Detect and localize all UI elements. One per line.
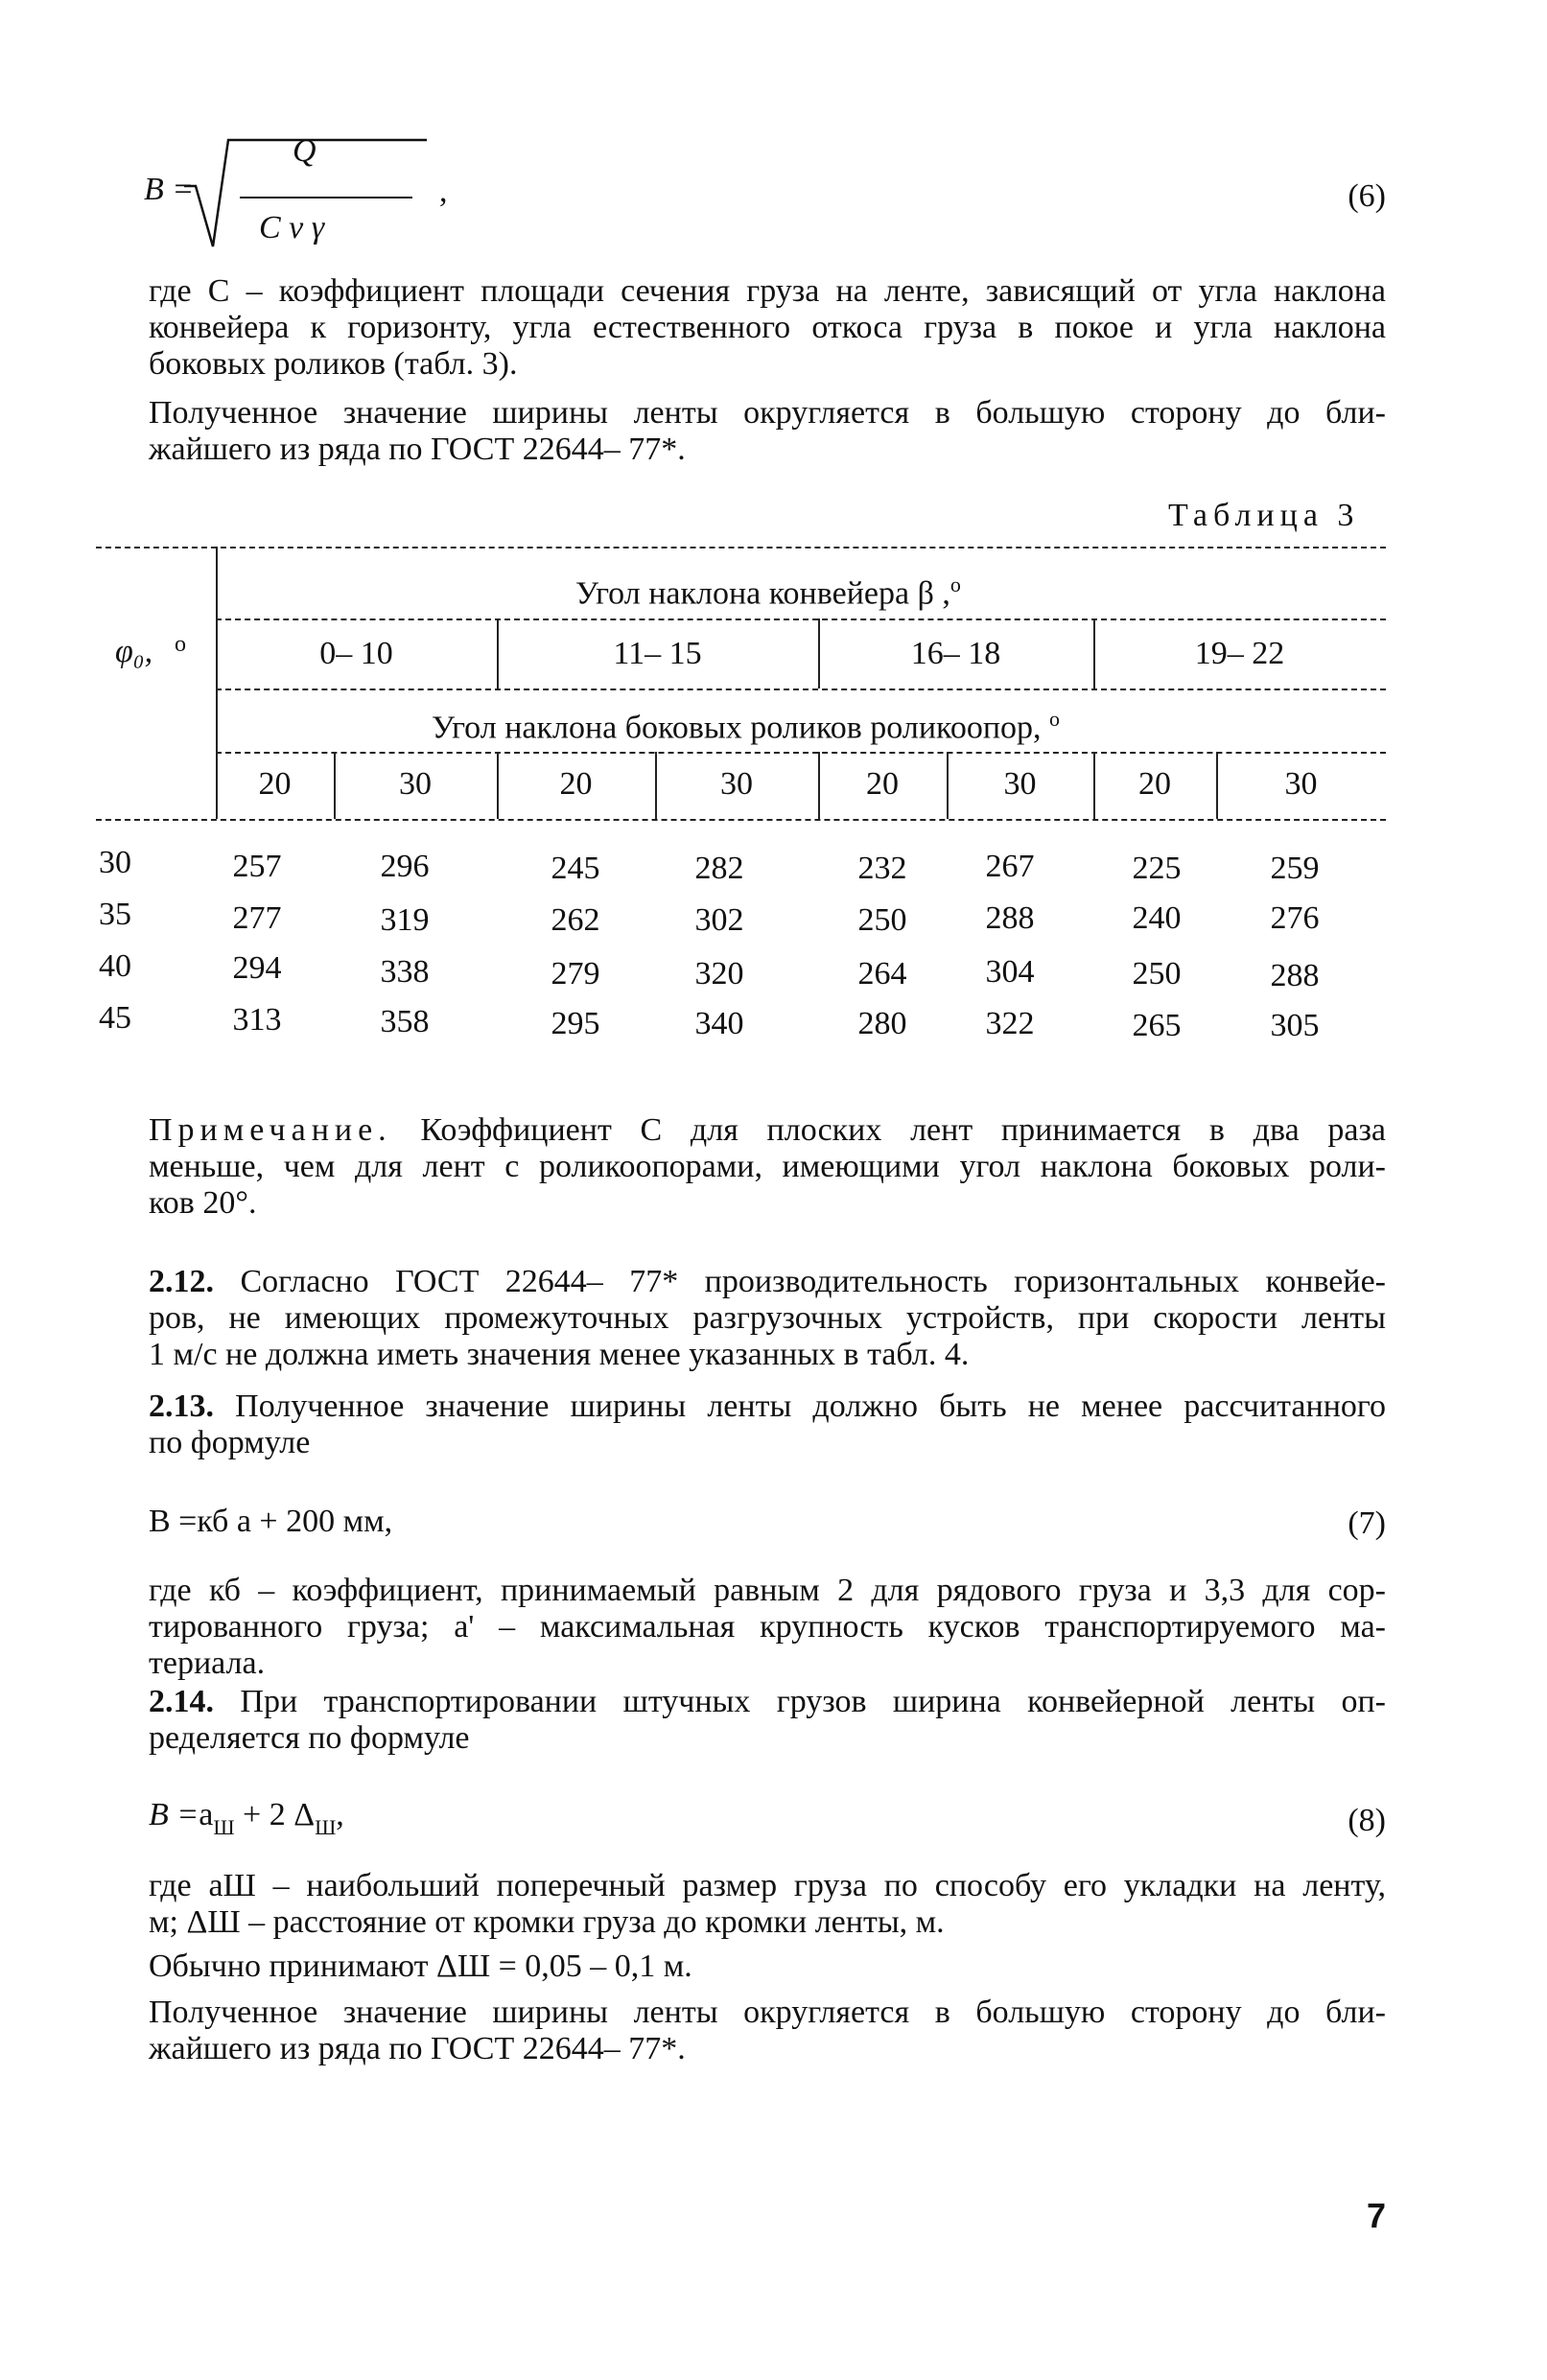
table-cell: 296 xyxy=(380,849,430,884)
table-cell: 259 xyxy=(1270,851,1320,886)
formula-7: B =кб a + 200 мм, xyxy=(149,1504,393,1539)
beta-header-text: Угол наклона конвейера β , xyxy=(575,575,950,612)
paragraph-aw xyxy=(149,1868,1386,1941)
table-cell: 320 xyxy=(694,956,744,992)
table-cell: 294 xyxy=(232,950,282,986)
note-text: Коэффициент C для плоских лент принимается в два раза xyxy=(420,1112,1387,1148)
note-line: меньше, чем для лент с роликоопорами, имеющими угол наклона боковых роли- xyxy=(149,1149,1386,1184)
table-rule xyxy=(216,618,1386,620)
section-text: Согласно ГОСТ 22644– 77* производительность горизонтальных конвейе- xyxy=(240,1264,1386,1299)
roller-angle: 30 xyxy=(1284,766,1318,802)
roller-degree: о xyxy=(1049,707,1061,731)
roller-header xyxy=(432,700,1060,747)
roller-angle: 30 xyxy=(1003,766,1037,802)
text-line xyxy=(149,1264,1386,1300)
table-cell: 288 xyxy=(985,900,1035,936)
table-rule xyxy=(216,752,1386,754)
equation-number-6: (6) xyxy=(1348,178,1386,214)
text-line: териала. xyxy=(149,1645,266,1681)
paragraph-kb xyxy=(149,1573,1386,1682)
paragraph-coefficient-c xyxy=(149,273,1386,383)
text-line: где кб – коэффициент, принимаемый равным 2 для рядового груза и 3,3 для сор- xyxy=(149,1573,1386,1608)
text-line: ров, не имеющих промежуточных разгрузочных устройств, при скорости ленты xyxy=(149,1300,1386,1336)
phi-value: 30 xyxy=(99,845,131,880)
text-line: боковых роликов (табл. 3). xyxy=(149,346,518,382)
table-cell: 279 xyxy=(551,956,600,992)
text-line: где C – коэффициент площади сечения груза на ленте, зависящий от угла наклона xyxy=(149,273,1386,309)
phi-value: 45 xyxy=(99,1000,131,1036)
table-cell: 250 xyxy=(1132,956,1182,992)
formula-8-delta: Δ xyxy=(293,1797,316,1832)
roller-angle: 30 xyxy=(399,766,432,802)
formula-6-comma: , xyxy=(439,174,448,209)
section-2-12 xyxy=(149,1264,1386,1373)
phi-value: 35 xyxy=(99,897,131,932)
beta-range: 19– 22 xyxy=(1194,636,1285,671)
text-line: тированного груза; a' – максимальная крупность кусков транспортируемого ма- xyxy=(149,1609,1386,1645)
table-rule-top xyxy=(96,547,1386,548)
table-cell: 276 xyxy=(1270,900,1320,936)
text-line: где aШ – наибольший поперечный размер груза по способу его укладки на ленту, xyxy=(149,1868,1386,1903)
formula-8-comma: , xyxy=(336,1797,344,1832)
roller-angle: 30 xyxy=(720,766,753,802)
table-cell: 340 xyxy=(694,1006,744,1041)
formula-8-a: a xyxy=(199,1797,214,1832)
text-line: Полученное значение ширины ленты округляется в большую сторону до бли- xyxy=(149,1995,1386,2030)
table-cell: 280 xyxy=(857,1006,907,1041)
table-cell: 322 xyxy=(985,1006,1035,1041)
table-cell: 225 xyxy=(1132,851,1182,886)
section-text: При транспортировании штучных грузов ширина конвейерной ленты оп- xyxy=(240,1684,1387,1719)
formula-8-lhs: B = xyxy=(149,1797,199,1832)
table-note xyxy=(149,1112,1386,1222)
page-number: 7 xyxy=(1366,2196,1386,2235)
table-3 xyxy=(96,547,1386,1045)
beta-range: 0– 10 xyxy=(319,636,393,671)
formula-6-lhs: B = xyxy=(144,172,195,207)
roller-angle: 20 xyxy=(559,766,593,802)
section-2-13 xyxy=(149,1388,1386,1461)
roller-angle: 20 xyxy=(258,766,292,802)
table-cell: 264 xyxy=(857,956,907,992)
beta-range: 11– 15 xyxy=(613,636,702,671)
text-line xyxy=(149,1388,1386,1425)
text-line: жайшего из ряда по ГОСТ 22644– 77*. xyxy=(149,2031,686,2066)
text-line: по формуле xyxy=(149,1425,311,1460)
table-cell: 302 xyxy=(694,902,744,938)
paragraph-rounding-2 xyxy=(149,1995,1386,2067)
table-cell: 250 xyxy=(857,902,907,938)
roller-angle: 20 xyxy=(1138,766,1171,802)
table-cell: 304 xyxy=(985,954,1035,990)
table-cell: 265 xyxy=(1132,1008,1182,1043)
table-cell: 257 xyxy=(232,849,282,884)
table-cell: 277 xyxy=(232,900,282,936)
table-cell: 245 xyxy=(551,851,600,886)
table-rule-header-bottom xyxy=(96,819,1386,821)
equation-number-7: (7) xyxy=(1348,1505,1386,1541)
note-line: ков 20°. xyxy=(149,1185,257,1221)
section-2-14 xyxy=(149,1684,1386,1757)
table-cell: 232 xyxy=(857,851,907,886)
table-cell: 295 xyxy=(551,1006,600,1041)
roller-angle: 20 xyxy=(866,766,899,802)
note-label: Примечание. xyxy=(149,1112,392,1148)
formula-6-denominator: C v γ xyxy=(259,210,325,245)
beta-header xyxy=(575,566,961,613)
table-cell: 267 xyxy=(985,849,1035,884)
table-caption: Таблица 3 xyxy=(1168,498,1360,533)
paragraph-typical xyxy=(149,1948,1386,1985)
text-line: жайшего из ряда по ГОСТ 22644– 77*. xyxy=(149,432,686,467)
formula-6-numerator: Q xyxy=(293,133,316,169)
text-line: ределяется по формуле xyxy=(149,1720,470,1756)
table-cell: 240 xyxy=(1132,900,1182,936)
phi-header: φ₀, xyxy=(115,634,153,669)
formula-8-delta-sub: Ш xyxy=(315,1815,337,1839)
formula-8 xyxy=(149,1797,344,1840)
text-line: Обычно принимают ΔШ = 0,05 – 0,1 м. xyxy=(149,1948,692,1984)
table-cell: 319 xyxy=(380,902,430,938)
beta-degree: о xyxy=(949,572,961,596)
note-line xyxy=(149,1112,1386,1149)
table-cell: 313 xyxy=(232,1002,282,1038)
phi-degree: о xyxy=(175,632,186,657)
section-number: 2.14. xyxy=(149,1684,214,1719)
roller-header-text: Угол наклона боковых роликов роликоопор, xyxy=(432,710,1042,746)
beta-range: 16– 18 xyxy=(910,636,1001,671)
phi-value: 40 xyxy=(99,948,131,984)
formula-8-mid: + 2 xyxy=(234,1797,294,1832)
paragraph-rounding xyxy=(149,395,1386,468)
table-cell: 305 xyxy=(1270,1008,1320,1043)
text-line: м; ΔШ – расстояние от кромки груза до кромки ленты, м. xyxy=(149,1904,945,1940)
text-line: конвейера к горизонту, угла естественного откоса груза в покое и угла наклона xyxy=(149,310,1386,345)
equation-number-8: (8) xyxy=(1348,1803,1386,1838)
table-cell: 288 xyxy=(1270,958,1320,993)
text-line: 1 м/с не должна иметь значения менее указанных в табл. 4. xyxy=(149,1337,970,1372)
section-number: 2.12. xyxy=(149,1264,214,1299)
table-cell: 358 xyxy=(380,1004,430,1039)
formula-8-a-sub: Ш xyxy=(213,1815,235,1839)
table-cell: 262 xyxy=(551,902,600,938)
table-cell: 338 xyxy=(380,954,430,990)
section-number: 2.13. xyxy=(149,1388,214,1424)
text-line: Полученное значение ширины ленты округляется в большую сторону до бли- xyxy=(149,395,1386,431)
table-rule xyxy=(216,688,1386,690)
text-line xyxy=(149,1684,1386,1720)
table-cell: 282 xyxy=(694,851,744,886)
section-text: Полученное значение ширины ленты должно быть не менее рассчитанного xyxy=(235,1388,1386,1424)
